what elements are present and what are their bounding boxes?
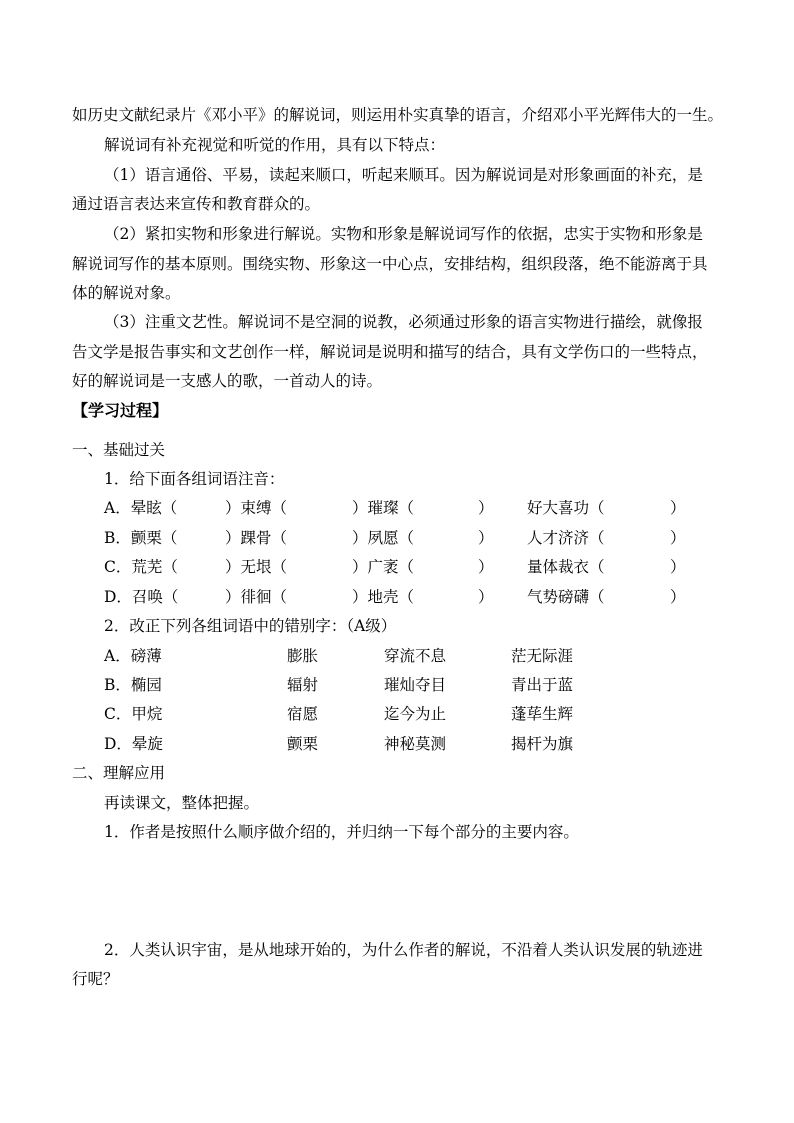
pinyin-word-1: A．晕眩（ <box>104 499 178 517</box>
typo-word-4: 蓬荜生辉 <box>511 705 574 723</box>
pinyin-word-3: ）夙愿（ <box>352 529 415 547</box>
pinyin-word-2: ）无垠（ <box>225 558 288 576</box>
pinyin-blank-close: ） <box>478 558 494 576</box>
typo-word-1: D．晕旋 <box>104 735 163 753</box>
pinyin-blank-close: ） <box>478 588 494 606</box>
pinyin-word-2: ）束缚（ <box>225 499 288 517</box>
pinyin-blank-close: ） <box>670 558 686 576</box>
part1-title: 一、基础过关 <box>72 441 166 459</box>
feature-1-line-1: （1）语言通俗、平易，读起来顺口，听起来顺耳。因为解说词是对形象画面的补充，是 <box>104 166 703 184</box>
typo-word-3: 神秘莫测 <box>384 735 447 753</box>
typo-word-2: 宿愿 <box>287 705 319 723</box>
typo-word-3: 穿流不息 <box>384 647 447 665</box>
pinyin-word-1: D．召唤（ <box>104 588 179 606</box>
pinyin-word-4: 气势磅礴（ <box>527 588 605 606</box>
typo-word-2: 颤栗 <box>287 735 319 753</box>
pinyin-word-2: ）踝骨（ <box>225 529 288 547</box>
typo-word-3: 迄今为止 <box>384 705 447 723</box>
typo-word-2: 膨胀 <box>287 647 319 665</box>
feature-1-line-2: 通过语言表达来宣传和教育群众的。 <box>72 195 321 213</box>
pinyin-word-4: 量体裁衣（ <box>527 558 605 576</box>
feature-2-line-1: （2）紧扣实物和形象进行解说。实物和形象是解说词写作的依据，忠实于实物和形象是 <box>104 225 703 243</box>
feature-2-line-3: 体的解说对象。 <box>72 284 181 302</box>
typo-word-4: 青出于蓝 <box>511 676 574 694</box>
pinyin-blank-close: ） <box>478 529 494 547</box>
pinyin-word-4: 人才济济（ <box>527 529 605 547</box>
pinyin-word-2: ）徘徊（ <box>225 588 288 606</box>
feature-2-line-2: 解说词写作的基本原则。围绕实物、形象这一中心点，安排结构，组织段落，绝不能游离于具 <box>72 255 708 273</box>
pinyin-word-1: B．颤栗（ <box>104 529 178 547</box>
pinyin-word-1: C．荒芜（ <box>104 558 178 576</box>
part1-question-2: 2．改正下列各组词语中的错别字：（A级） <box>104 617 397 635</box>
feature-3-line-2: 告文学是报告事实和文艺创作一样，解说词是说明和描写的结合，具有文学伤口的一些特点， <box>72 343 708 361</box>
pinyin-blank-close: ） <box>670 529 686 547</box>
pinyin-blank-close: ） <box>670 588 686 606</box>
typo-word-2: 辐射 <box>287 676 319 694</box>
part2-question-2-line-2: 行呢？ <box>72 970 119 988</box>
pinyin-word-3: ）璀璨（ <box>352 499 415 517</box>
part2-question-1: 1．作者是按照什么顺序做介绍的，并归纳一下每个部分的主要内容。 <box>104 823 579 841</box>
pinyin-blank-close: ） <box>478 499 494 517</box>
typo-word-1: C．甲烷 <box>104 705 163 723</box>
feature-3-line-3: 好的解说词是一支感人的歌，一首动人的诗。 <box>72 372 383 390</box>
intro-paragraph-1: 解说词有补充视觉和听觉的作用，具有以下特点： <box>104 136 446 154</box>
part1-question-1: 1．给下面各组词语注音： <box>104 470 285 488</box>
section-heading: 【学习过程】 <box>72 401 169 420</box>
typo-word-4: 揭杆为旗 <box>511 735 574 753</box>
typo-word-1: A．磅薄 <box>104 647 162 665</box>
part2-question-2-line-1: 2．人类认识宇宙，是从地球开始的，为什么作者的解说，不沿着人类认识发展的轨迹进 <box>104 941 703 959</box>
pinyin-word-3: ）广袤（ <box>352 558 415 576</box>
intro-paragraph-0: 如历史文献纪录片《邓小平》的解说词，则运用朴实真挚的语言，介绍邓小平光辉伟大的一生。 <box>72 106 724 124</box>
typo-word-3: 璀灿夺目 <box>384 676 447 694</box>
pinyin-blank-close: ） <box>670 499 686 517</box>
feature-3-line-1: （3）注重文艺性。解说词不是空洞的说教，必须通过形象的语言实物进行描绘，就像报 <box>104 313 703 331</box>
typo-word-1: B．椭园 <box>104 676 162 694</box>
pinyin-word-3: ）地壳（ <box>352 588 415 606</box>
part2-lead: 再读课文，整体把握。 <box>104 794 260 812</box>
pinyin-word-4: 好大喜功（ <box>527 499 605 517</box>
part2-title: 二、理解应用 <box>72 764 166 782</box>
typo-word-4: 茫无际涯 <box>511 647 574 665</box>
